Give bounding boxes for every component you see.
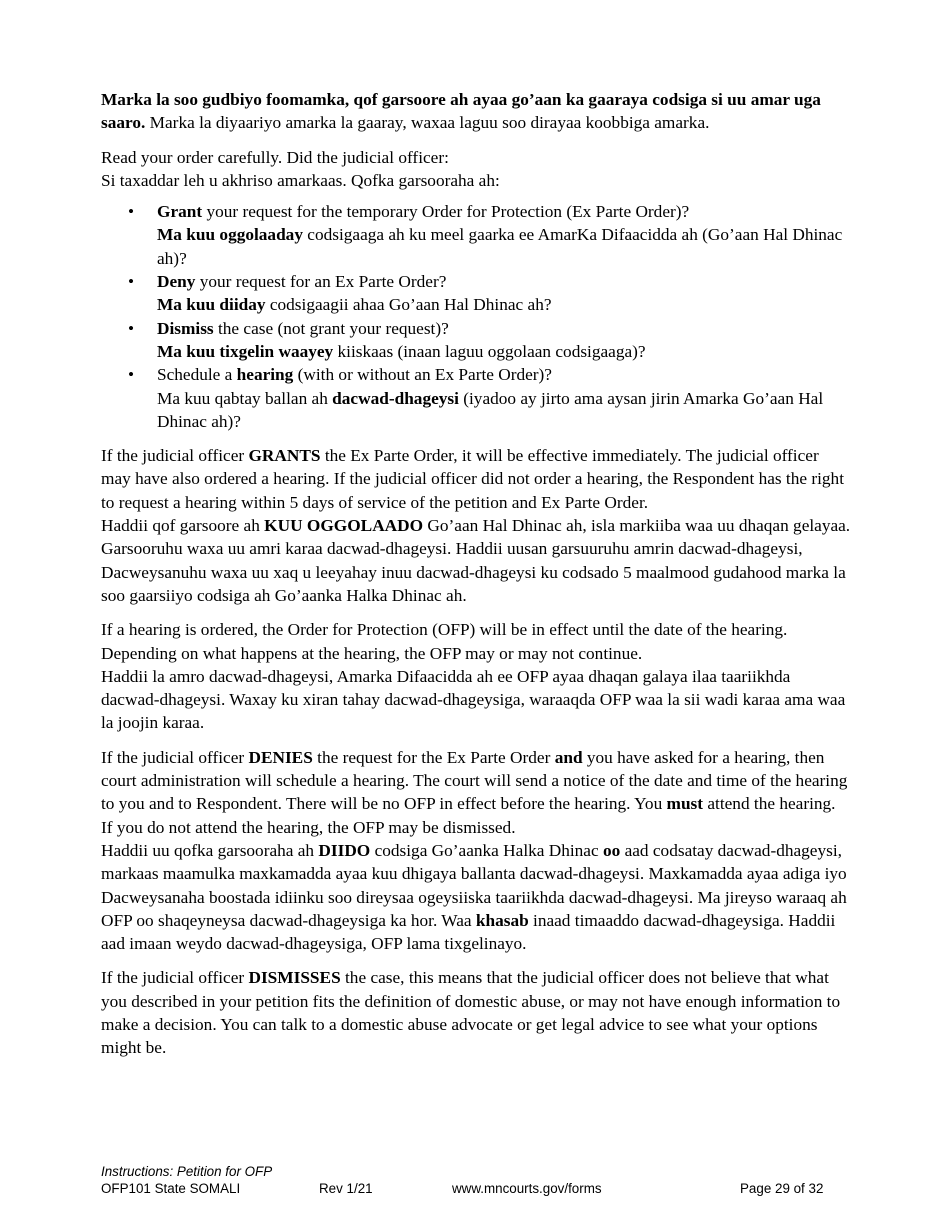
hearing-somali: [157, 387, 851, 434]
denies-keyword: DENIES: [248, 747, 313, 767]
grant-keyword: Grant: [157, 202, 203, 222]
grants-english: [101, 444, 851, 514]
bullet-glyph: •: [128, 365, 135, 385]
dismiss-somali: [157, 340, 851, 363]
footer-revision: Rev 1/21: [319, 1181, 373, 1196]
denies-english-1: If the judicial officer: [101, 747, 249, 767]
denies-somali-oo-keyword: oo: [602, 840, 621, 860]
denies-must-keyword: must: [666, 794, 704, 814]
bullet-glyph: •: [128, 202, 135, 222]
dismiss-keyword: Dismiss: [157, 318, 214, 338]
denies-somali-4: inaad timaaddo dacwad-dhageysiga. Haddii aad imaan weydo dacwad-dhageysiga, OFP lama tixgelinayo.: [101, 910, 836, 954]
grant-somali-text: codsigaaga ah ku meel gaarka ee AmarKa Difaacidda ah (Go’aan Hal Dhinac ah)?: [157, 225, 843, 268]
hearing-somali-keyword: dacwad-dhageysi: [332, 388, 459, 408]
denies-somali-1: Haddii uu qofka garsooraha ah: [101, 840, 319, 860]
deny-english: [157, 270, 851, 293]
page-footer: [101, 1163, 861, 1197]
bullet-glyph: •: [128, 272, 135, 292]
deny-somali-keyword: Ma kuu diiday: [157, 295, 266, 315]
grant-english-text: your request for the temporary Order for Protection (Ex Parte Order)?: [202, 202, 690, 222]
grants-english-post: the Ex Parte Order, it will be effective immediately. The judicial officer may have also ordered a hearing. If the judicial officer did not order a hearing, the Respondent has the right to request a hearing within 5 days of service of the petition and Ex Parte Order.: [101, 446, 844, 512]
hearing-ordered-paragraph: [101, 618, 851, 734]
list-item-deny: [101, 270, 851, 317]
list-item-dismiss: [101, 317, 851, 364]
read-order-paragraph: [101, 146, 851, 193]
hearing-keyword: hearing: [236, 365, 294, 385]
grants-somali-keyword: KUU OGGOLAADO: [264, 516, 424, 536]
grant-english: [157, 200, 851, 223]
hearing-somali-pre: Ma kuu qabtay ballan ah: [157, 388, 333, 408]
denies-and-keyword: and: [554, 747, 583, 767]
hearing-ordered-english: If a hearing is ordered, the Order for Protection (OFP) will be in effect until the date of the hearing. Depending on what happens at the hearing, the OFP may or may not continue.: [101, 620, 788, 663]
list-item-grant: [101, 200, 851, 270]
list-item-hearing: [101, 363, 851, 433]
grants-somali-post: Go’aan Hal Dhinac ah, isla markiiba waa uu dhaqan gelayaa. Garsooruhu waxa uu amri karaa dacwad-dhageysi. Haddii uusan garsuuruhu amrin dacwad-dhageysi, Dacweysanuhu waxa uu xaq u leeyahay inuu dacwad-dhageysi ku codsado 5 maalmood gudahood marka la soo gaarsiiyo codsiga ah Go’aanka Halka Dhinac ah.: [101, 516, 851, 605]
intro-bold-text: Marka la soo gudbiyo foomamka, qof garsoore ah ayaa go’aan ka gaaraya codsiga si uu amar uga saaro.: [101, 90, 821, 133]
grants-paragraph: [101, 444, 851, 607]
deny-somali-text: codsigaagii ahaa Go’aan Hal Dhinac ah?: [265, 295, 552, 315]
dismisses-keyword: DISMISSES: [248, 968, 341, 988]
footer-url: www.mncourts.gov/forms: [452, 1181, 602, 1196]
grants-somali-pre: Haddii qof garsoore ah: [101, 516, 265, 536]
deny-keyword: Deny: [157, 272, 196, 292]
denies-english-2: the request for the Ex Parte Order: [312, 747, 555, 767]
denies-somali-khasab-keyword: khasab: [475, 910, 529, 930]
judicial-options-list: [101, 200, 851, 433]
bullet-glyph: •: [128, 318, 135, 338]
hearing-somali-post: (iyadoo ay jirto ama aysan jirin Amarka Go’aan Hal Dhinac ah)?: [157, 388, 824, 431]
deny-english-text: your request for an Ex Parte Order?: [195, 272, 447, 292]
intro-text: Marka la diyaariyo amarka la gaaray, waxaa laguu soo dirayaa koobbiga amarka.: [145, 113, 710, 133]
footer-row: [101, 1180, 861, 1197]
dismisses-english-post: the case, this means that the judicial officer does not believe that what you described in your petition fits the definition of domestic abuse, or may not have enough information to make a decision. You can talk to a domestic abuse advocate or get legal advice to see what your options might be.: [101, 968, 841, 1058]
grants-keyword: GRANTS: [248, 446, 321, 466]
grant-somali-keyword: Ma kuu oggolaaday: [157, 225, 303, 245]
grants-english-pre: If the judicial officer: [101, 446, 249, 466]
hearing-english-pre: Schedule a: [157, 365, 237, 385]
footer-page-number: Page 29 of 32: [740, 1181, 824, 1196]
dismisses-english-pre: If the judicial officer: [101, 968, 249, 988]
dismisses-paragraph: [101, 966, 851, 1059]
dismiss-english-text: the case (not grant your request)?: [213, 318, 449, 338]
intro-paragraph: [101, 88, 851, 135]
deny-somali: [157, 293, 851, 316]
footer-form-id: OFP101 State SOMALI: [101, 1181, 241, 1196]
denies-english-4: attend the hearing. If you do not attend the hearing, the OFP may be dismissed.: [101, 794, 836, 837]
read-order-somali: Si taxaddar leh u akhriso amarkaas. Qofka garsooraha ah:: [101, 170, 500, 190]
footer-form-title: Instructions: Petition for OFP: [101, 1164, 273, 1179]
read-order-english: Read your order carefully. Did the judicial officer:: [101, 147, 449, 167]
grant-somali: [157, 223, 851, 270]
denies-somali-2: codsiga Go’aanka Halka Dhinac: [370, 840, 603, 860]
denies-english: [101, 746, 851, 839]
hearing-english-post: (with or without an Ex Parte Order)?: [293, 365, 552, 385]
denies-paragraph: [101, 746, 851, 956]
hearing-english: [157, 363, 851, 386]
denies-somali-3: aad codsatay dacwad-dhageysi, markaas maamulka maxkamadda ayaa kuu dhigaya ballanta dacwad-dhageysi. Maxkamadda ayaa adiga iyo Dacweysanaha boostada idiinku soo direysaa ogeysiiska taariikhda dacwad-dhageysi. Ma jireyso waraaq ah OFP oo shaqeyneysa dacwad-dhageysiga ka hor. Waa: [101, 840, 847, 930]
grants-somali: [101, 514, 851, 607]
denies-somali-keyword: DIIDO: [318, 840, 371, 860]
document-body: [101, 88, 851, 1071]
dismiss-english: [157, 317, 851, 340]
dismiss-somali-text: kiiskaas (inaan laguu oggolaan codsigaaga)?: [333, 341, 646, 361]
dismiss-somali-keyword: Ma kuu tixgelin waayey: [157, 341, 334, 361]
denies-english-3: you have asked for a hearing, then court administration will schedule a hearing. The court will send a notice of the date and time of the hearing to you and to Respondent. There will be no OFP in effect before the hearing. You: [101, 747, 848, 814]
denies-somali: [101, 839, 851, 955]
hearing-ordered-somali: Haddii la amro dacwad-dhageysi, Amarka Difaacidda ah ee OFP ayaa dhaqan galaya ilaa taariikhda dacwad-dhageysi. Waxay ku xiran tahay dacwad-dhageysiga, waraaqda OFP waa la sii wadi karaa ama waa la joojin karaa.: [101, 666, 846, 733]
